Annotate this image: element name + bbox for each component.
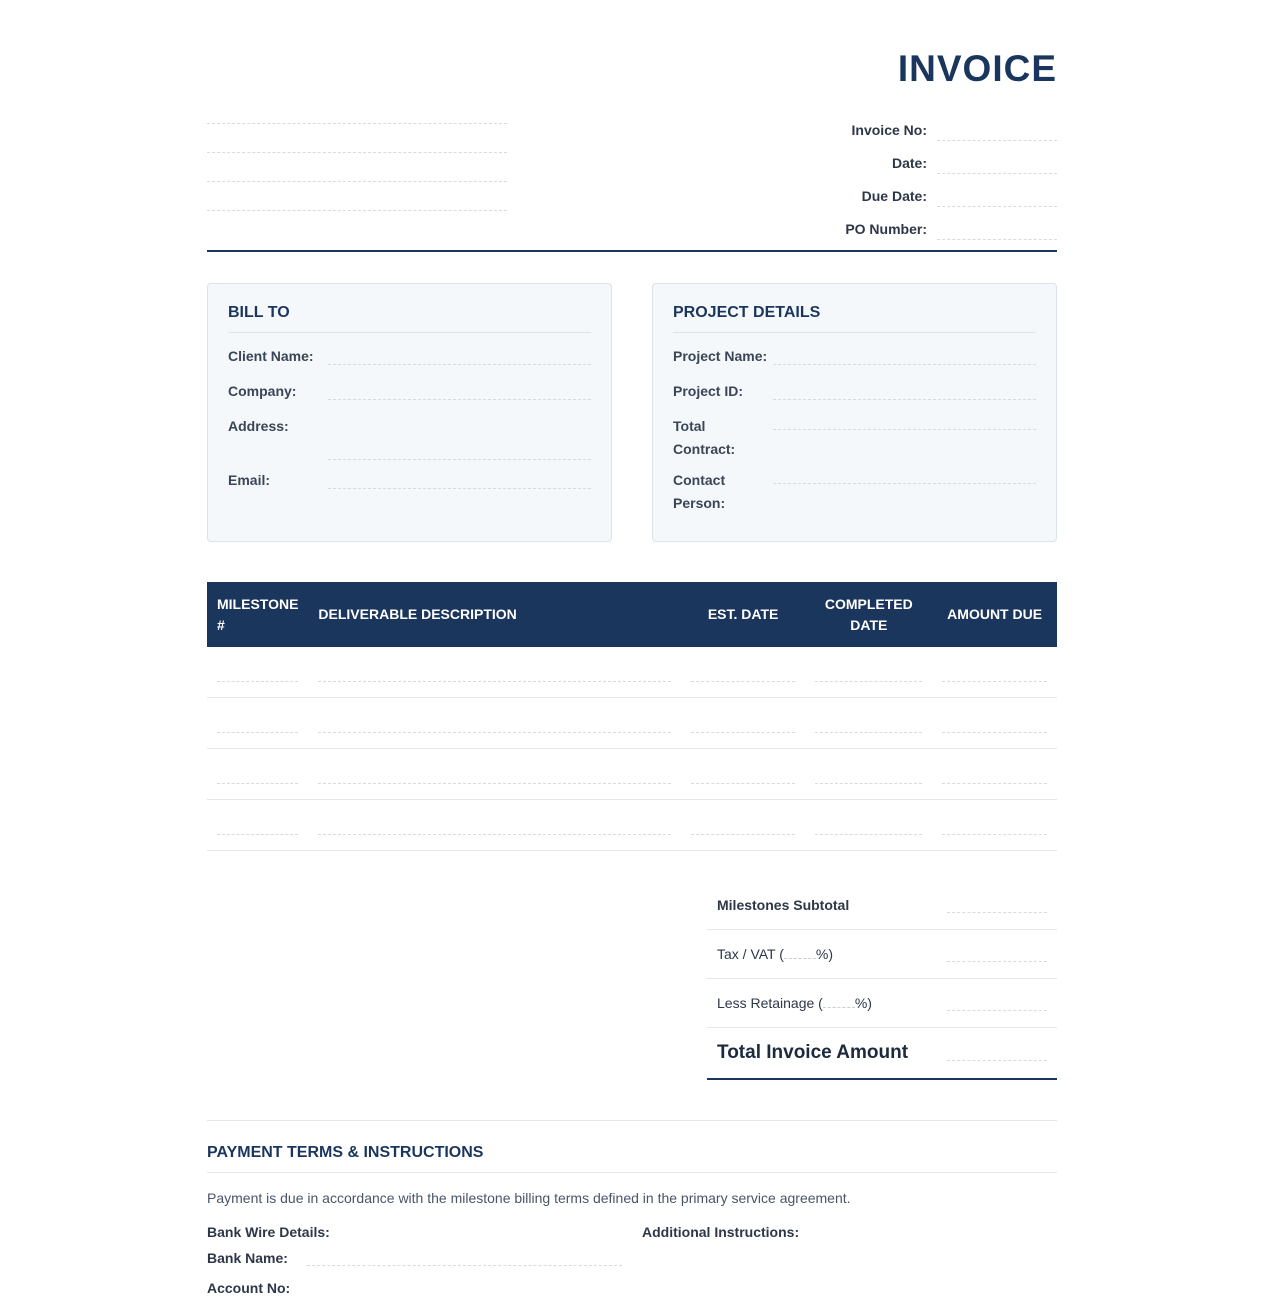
invoice-page (207, 0, 1057, 1296)
totals-section (707, 881, 1057, 1080)
table-row (207, 749, 1057, 800)
header-divider (207, 250, 1057, 252)
table-cell[interactable] (681, 800, 806, 851)
project-name-field[interactable] (773, 350, 1036, 365)
company-line[interactable] (207, 96, 507, 124)
po-number-field[interactable] (937, 221, 1057, 240)
table-cell[interactable] (932, 800, 1057, 851)
col-amount-due: AMOUNT DUE (932, 582, 1057, 647)
bank-name-field[interactable] (307, 1251, 622, 1266)
tax-row (707, 930, 1057, 979)
col-milestone: MILESTONE # (207, 582, 308, 647)
project-id-row (673, 380, 1036, 403)
table-cell[interactable] (932, 647, 1057, 698)
invoice-no-field[interactable] (937, 122, 1057, 141)
milestone-table (207, 582, 1057, 851)
bank-name-row (207, 1250, 642, 1266)
date-field[interactable] (937, 155, 1057, 174)
info-boxes (207, 283, 1057, 542)
table-row (207, 698, 1057, 749)
table-cell[interactable] (932, 749, 1057, 800)
address-label: Address: (228, 418, 289, 434)
company-row (228, 380, 591, 403)
due-date-field[interactable] (937, 188, 1057, 207)
project-name-label: Project Name: (673, 348, 768, 364)
project-details-heading: PROJECT DETAILS (673, 304, 1036, 333)
due-date-row (797, 174, 1057, 207)
invoice-no-label: Invoice No: (851, 122, 927, 138)
additional-instructions-column (642, 1224, 1057, 1296)
subtotal-row (707, 881, 1057, 930)
company-field[interactable] (328, 385, 591, 400)
email-label: Email: (228, 472, 271, 488)
date-label: Date: (891, 155, 927, 171)
po-number-row (797, 207, 1057, 240)
tax-percent-suffix: %) (815, 946, 834, 962)
contact-person-label: Contact Person: (673, 472, 726, 511)
total-row (707, 1028, 1057, 1080)
total-contract-label: Total Contract: (673, 418, 736, 457)
due-date-label: Due Date: (861, 188, 927, 204)
email-field[interactable] (328, 474, 591, 489)
bank-wire-heading: Bank Wire Details: (207, 1224, 330, 1240)
table-cell[interactable] (805, 749, 932, 800)
table-row (207, 647, 1057, 698)
table-cell[interactable] (207, 698, 308, 749)
table-cell[interactable] (681, 749, 806, 800)
po-number-label: PO Number: (845, 221, 927, 237)
subtotal-field[interactable] (947, 898, 1047, 913)
retainage-percent-suffix: %) (854, 995, 872, 1011)
invoice-meta (797, 108, 1057, 240)
tax-field[interactable] (947, 947, 1047, 962)
client-name-row (228, 345, 591, 368)
address-row (228, 415, 591, 463)
table-header-row (207, 582, 1057, 647)
table-row (207, 800, 1057, 851)
table-cell[interactable] (207, 800, 308, 851)
contact-person-row (673, 469, 1036, 515)
col-completed-date: COMPLETED DATE (805, 582, 932, 647)
bank-wire-column (207, 1224, 642, 1296)
table-cell[interactable] (207, 749, 308, 800)
project-id-label: Project ID: (673, 383, 744, 399)
table-cell[interactable] (805, 800, 932, 851)
payment-columns (207, 1224, 1057, 1296)
table-cell[interactable] (681, 698, 806, 749)
account-no-row (207, 1280, 642, 1296)
tax-label-text: Tax / VAT ( (717, 946, 784, 962)
project-id-field[interactable] (773, 385, 1036, 400)
invoice-no-row (797, 108, 1057, 141)
payment-text: Payment is due in accordance with the milestone billing terms defined in the primary service agreement. (207, 1190, 851, 1206)
table-cell[interactable] (308, 698, 680, 749)
account-no-label: Account No: (207, 1280, 291, 1296)
total-field[interactable] (947, 1046, 1047, 1061)
total-contract-field[interactable] (773, 415, 1036, 430)
retainage-label (717, 995, 872, 1011)
table-cell[interactable] (681, 647, 806, 698)
company-info-lines (207, 96, 507, 212)
project-details-box (652, 283, 1057, 542)
col-description: DELIVERABLE DESCRIPTION (308, 582, 680, 647)
retainage-field[interactable] (947, 996, 1047, 1011)
table-cell[interactable] (805, 698, 932, 749)
col-est-date: EST. DATE (681, 582, 806, 647)
invoice-title: INVOICE (897, 48, 1057, 89)
total-label: Total Invoice Amount (717, 1042, 909, 1063)
payment-heading: PAYMENT TERMS & INSTRUCTIONS (207, 1144, 1057, 1173)
date-row (797, 141, 1057, 174)
project-name-row (673, 345, 1036, 368)
client-name-label: Client Name: (228, 348, 314, 364)
retainage-label-text: Less Retainage ( (717, 995, 823, 1011)
table-cell[interactable] (308, 749, 680, 800)
subtotal-label: Milestones Subtotal (717, 897, 850, 913)
company-line[interactable] (207, 154, 507, 182)
table-cell[interactable] (308, 800, 680, 851)
payment-section (207, 1120, 1057, 1296)
bill-to-heading: BILL TO (228, 304, 591, 333)
company-line[interactable] (207, 125, 507, 153)
contact-person-field[interactable] (773, 469, 1036, 484)
retainage-percent-field[interactable] (823, 997, 855, 1008)
address-field[interactable] (328, 415, 591, 460)
table-cell[interactable] (932, 698, 1057, 749)
company-line[interactable] (207, 183, 507, 211)
bill-to-box (207, 283, 612, 542)
retainage-row (707, 979, 1057, 1028)
bank-name-label: Bank Name: (207, 1250, 288, 1266)
table-cell[interactable] (805, 647, 932, 698)
tax-percent-field[interactable] (784, 948, 816, 959)
company-label: Company: (228, 383, 297, 399)
total-contract-row (673, 415, 1036, 461)
invoice-header (207, 48, 1057, 250)
additional-instructions-heading: Additional Instructions: (642, 1224, 800, 1240)
table-cell[interactable] (308, 647, 680, 698)
tax-label (717, 946, 833, 962)
table-cell[interactable] (207, 647, 308, 698)
email-row (228, 469, 591, 492)
client-name-field[interactable] (328, 350, 591, 365)
